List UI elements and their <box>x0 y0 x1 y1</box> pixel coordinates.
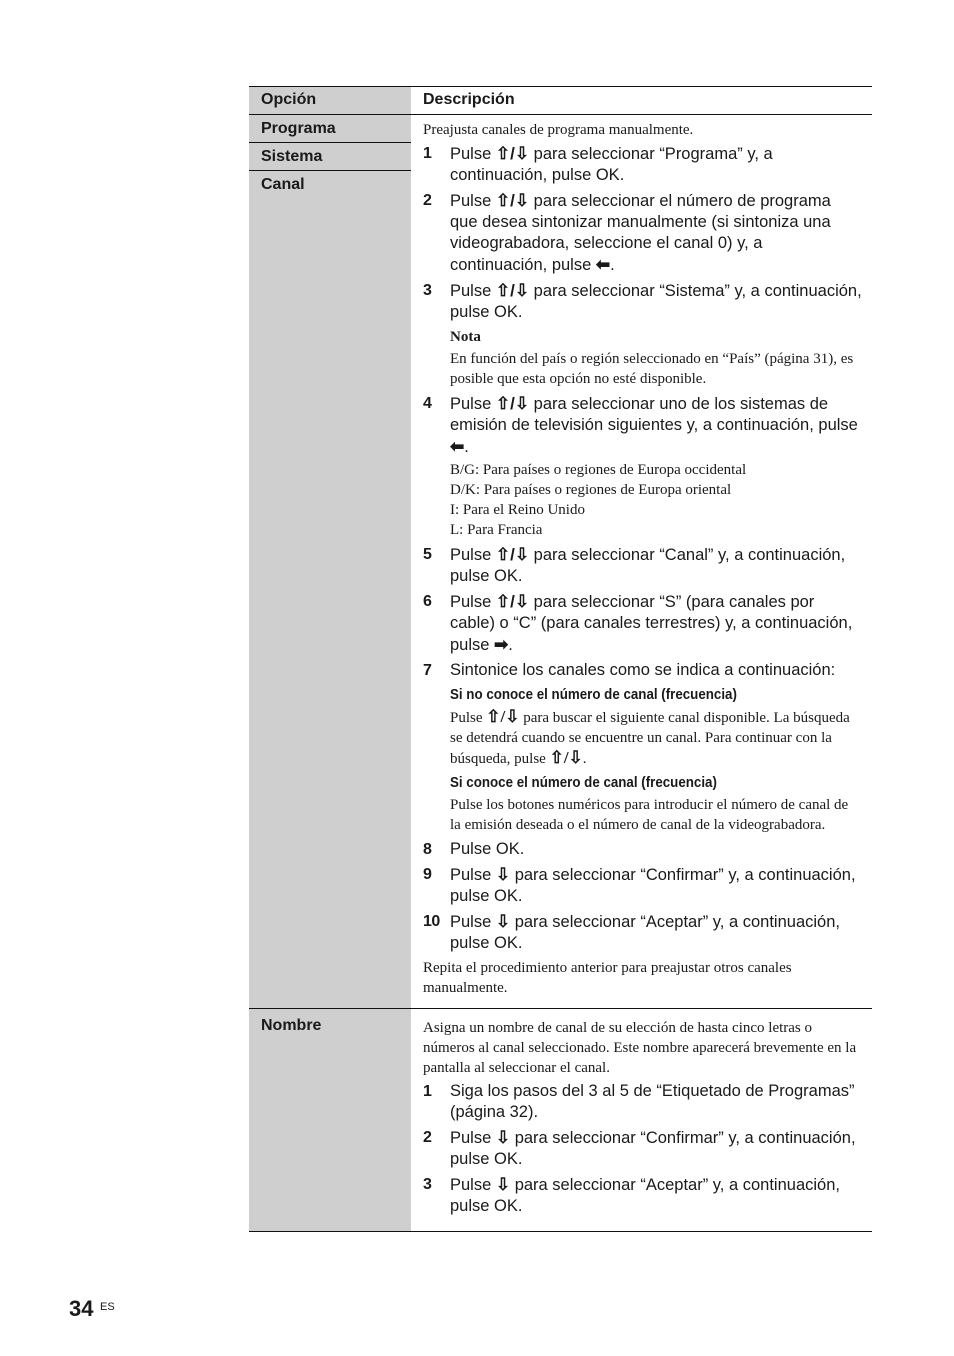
note-text: En función del país o región seleccionado en “País” (página 31), es posible que esta opción no esté disponible. <box>450 351 854 387</box>
list-item <box>423 393 862 540</box>
option-cell <box>249 115 411 1009</box>
step-text: Pulse ⇧/⇩ para seleccionar “Sistema” y, a continuación, pulse OK. <box>450 281 862 321</box>
step-text: Sintonice los canales como se indica a continuación: <box>450 661 836 679</box>
page-number: 34 <box>69 1296 94 1321</box>
step-text: Pulse ⇩ para seleccionar “Aceptar” y, a continuación, pulse OK. <box>450 912 840 952</box>
option-label-nombre: Nombre <box>261 1017 322 1034</box>
step-text: Pulse ⇩ para seleccionar “Aceptar” y, a continuación, pulse OK. <box>450 1175 840 1215</box>
step-number: 6 <box>423 593 432 610</box>
subsection-text: Pulse ⇧/⇩ para buscar el siguiente canal disponible. La búsqueda se detendrá cuando se encuentre un canal. Para continuar con la búsqueda, pulse ⇧/⇩. <box>450 707 850 767</box>
step-text: Pulse ⇧/⇩ para seleccionar el número de programa que desea sintonizar manualmente (si sintoniza una videograbadora, seleccione el canal 0) y, a continuación, pulse ⬅. <box>450 191 831 274</box>
table-row <box>249 115 872 1009</box>
subsection-title: Si no conoce el número de canal (frecuencia) <box>450 687 737 703</box>
note-title: Nota <box>450 329 481 345</box>
list-item <box>423 660 862 835</box>
list-item <box>423 190 862 276</box>
step-number: 8 <box>423 841 432 858</box>
step-text: Pulse ⇩ para seleccionar “Confirmar” y, a continuación, pulse OK. <box>450 865 856 905</box>
step-number: 10 <box>423 913 440 930</box>
step-text: Siga los pasos del 3 al 5 de “Etiquetado de Programas” (página 32). <box>450 1082 855 1121</box>
step-text: Pulse ⇧/⇩ para seleccionar uno de los sistemas de emisión de televisión siguientes y, a continuación, pulse ⬅. <box>450 394 858 456</box>
step-number: 3 <box>423 1176 432 1193</box>
system-item: I: Para el Reino Unido <box>450 502 585 518</box>
subsection-text: Pulse los botones numéricos para introducir el número de canal de la emisión deseada o el número de canal de la videograbadora. <box>450 797 849 833</box>
option-cell <box>249 1009 411 1232</box>
list-item <box>423 864 862 907</box>
up-down-arrow-icon: ⇧/⇩ <box>495 144 530 163</box>
step-number: 2 <box>423 1129 432 1146</box>
up-down-arrow-icon: ⇧/⇩ <box>495 592 530 611</box>
header-option: Opción <box>249 87 411 115</box>
list-item <box>423 839 862 860</box>
description-cell <box>411 1009 872 1232</box>
up-down-arrow-icon: ⇧/⇩ <box>549 748 583 767</box>
left-arrow-icon: ⬅ <box>450 437 465 456</box>
system-item: D/K: Para países o regiones de Europa oriental <box>450 482 732 498</box>
step-text: Pulse ⇧/⇩ para seleccionar “Canal” y, a continuación, pulse OK. <box>450 545 846 585</box>
list-item <box>423 1127 862 1170</box>
description-outro: Repita el procedimiento anterior para preajustar otros canales manualmente. <box>423 960 792 996</box>
step-number: 2 <box>423 192 432 209</box>
step-text: Pulse ⇩ para seleccionar “Confirmar” y, a continuación, pulse OK. <box>450 1128 856 1168</box>
option-label-sistema: Sistema <box>249 143 411 171</box>
subsection-title: Si conoce el número de canal (frecuencia) <box>450 775 717 791</box>
down-arrow-icon: ⇩ <box>495 1175 511 1194</box>
up-down-arrow-icon: ⇧/⇩ <box>495 394 530 413</box>
up-down-arrow-icon: ⇧/⇩ <box>495 545 530 564</box>
list-item <box>423 1174 862 1217</box>
step-number: 1 <box>423 1083 432 1100</box>
description-intro: Asigna un nombre de canal de su elección de hasta cinco letras o números al canal seleccionado. Este nombre aparecerá brevemente en la pantalla al seleccionar el canal. <box>423 1020 857 1076</box>
system-list <box>450 460 862 540</box>
option-label-programa: Programa <box>249 115 411 143</box>
step-number: 4 <box>423 395 432 412</box>
list-item <box>423 591 862 656</box>
description-intro: Preajusta canales de programa manualmente. <box>423 122 694 138</box>
options-table <box>249 86 872 1232</box>
step-number: 1 <box>423 145 432 162</box>
right-arrow-icon: ➡ <box>494 635 509 654</box>
option-label-canal: Canal <box>261 176 305 193</box>
down-arrow-icon: ⇩ <box>495 1128 511 1147</box>
up-down-arrow-icon: ⇧/⇩ <box>495 281 530 300</box>
list-item <box>423 911 862 954</box>
up-down-arrow-icon: ⇧/⇩ <box>486 707 520 726</box>
down-arrow-icon: ⇩ <box>495 865 511 884</box>
step-number: 7 <box>423 662 432 679</box>
step-number: 9 <box>423 866 432 883</box>
step-text: Pulse ⇧/⇩ para seleccionar “S” (para canales por cable) o “C” (para canales terrestres) y, a continuación, pulse ➡. <box>450 592 853 654</box>
table-row <box>249 1009 872 1232</box>
step-number: 5 <box>423 546 432 563</box>
step-number: 3 <box>423 282 432 299</box>
description-cell <box>411 115 872 1009</box>
list-item <box>423 280 862 389</box>
table-header-row <box>249 87 872 115</box>
up-down-arrow-icon: ⇧/⇩ <box>495 191 530 210</box>
system-item: B/G: Para países o regiones de Europa occidental <box>450 462 747 478</box>
down-arrow-icon: ⇩ <box>495 912 511 931</box>
list-item <box>423 544 862 587</box>
left-arrow-icon: ⬅ <box>595 255 611 274</box>
steps-list <box>423 1081 862 1217</box>
header-description: Descripción <box>411 87 872 115</box>
step-text: Pulse OK. <box>450 840 525 858</box>
step-text: Pulse ⇧/⇩ para seleccionar “Programa” y, a continuación, pulse OK. <box>450 144 773 184</box>
page-language: ES <box>100 1301 115 1313</box>
list-item <box>423 143 862 186</box>
steps-list <box>423 143 862 954</box>
list-item <box>423 1081 862 1123</box>
system-item: L: Para Francia <box>450 522 543 538</box>
